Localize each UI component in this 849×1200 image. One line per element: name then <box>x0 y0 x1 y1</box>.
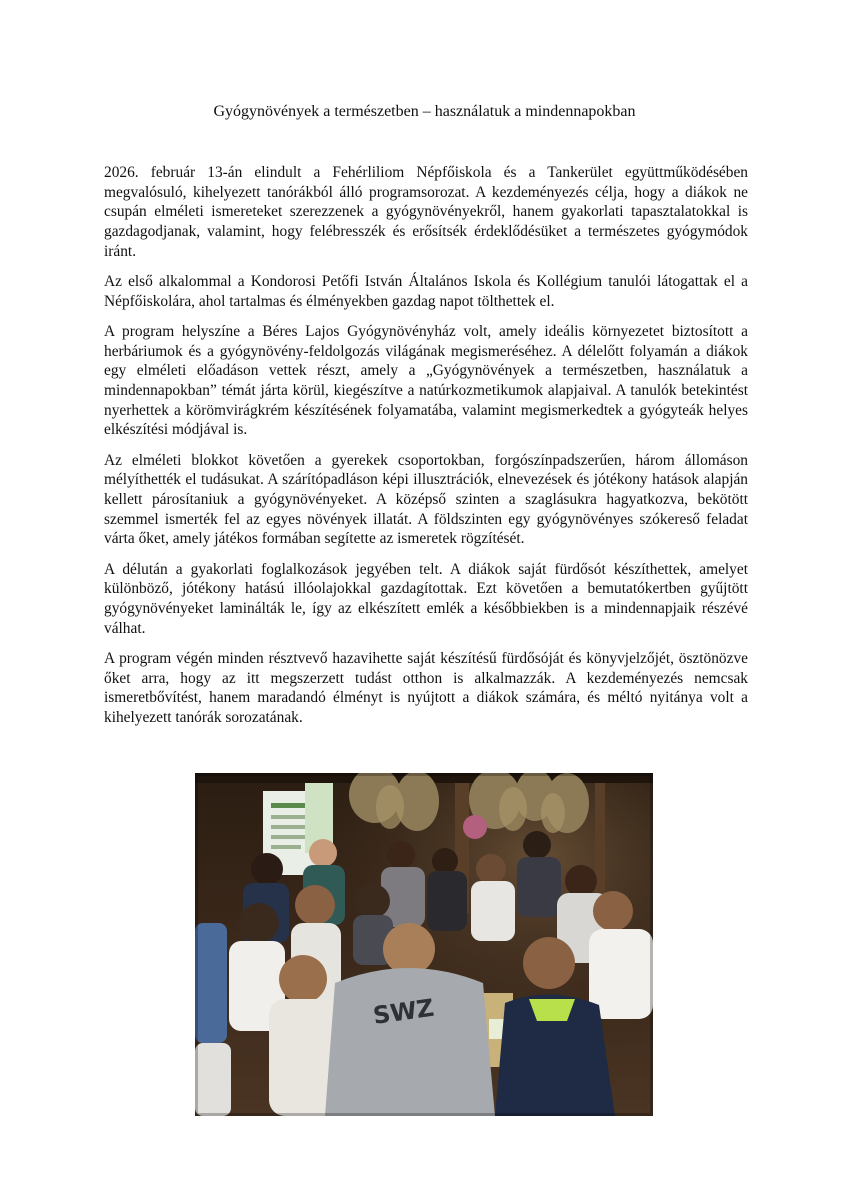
document-title: Gyógynövények a természetben – használatuk a mindennapokban <box>213 103 636 120</box>
document-body <box>104 163 748 738</box>
paragraph: A délután a gyakorlati foglalkozások jegyében telt. A diákok saját fürdősót készíthettek, amelyet különböző, jótékony hatású illóolajokkal gazdagítottak. Ezt követően a bemutatókertben gyűjtött gyógynövényeket laminálták le, így az elkészített emlék a későbbiekben is a mindennapjaik részévé válhat. <box>104 560 748 637</box>
event-photo <box>195 773 653 1116</box>
event-photo-illustration <box>195 773 653 1116</box>
paragraph: A program helyszíne a Béres Lajos Gyógynövényház volt, amely ideális környezetet biztosított a herbáriumok és a gyógynövény-feldolgozás világának megismeréséhez. A délelőtt folyamán a diákok egy elméleti előadáson vettek részt, amely a „Gyógynövények a természetben, használatuk a mindennapokban” témát járta körül, kiegészítve a natúrkozmetikumok alapjaival. A tanulók betekintést nyerhettek a körömvirágkrém készítésének folyamatába, valamint megismerkedtek a gyógyteák helyes elkészítési módjával is. <box>104 322 748 439</box>
paragraph: A program végén minden résztvevő hazavihette saját készítésű fürdősóját és könyvjelzőjét, ösztönözve őket arra, hogy az itt megszerzett tudást otthon is alkalmazzák. A kezdeményezés nemcsak ismeretbővítést, hanem maradandó élményt is nyújtott a diákok számára, és méltó nyitánya volt a kihelyezett tanórák sorozatának. <box>104 649 748 727</box>
paragraph: Az elméleti blokkot követően a gyerekek csoportokban, forgószínpadszerűen, három állomáson mélyíthették el tudásukat. A szárítópadláson képi illusztrációk, elnevezések és jótékony hatások alapján kellett párosítaniuk a gyógynövényeket. A középső szinten a szaglásukra hagyatkozva, bekötött szemmel ismerték fel az egyes növények illatát. A földszinten egy gyógynövényes szókereső feladat várta őket, amely játékos formában segítette az ismeretek rögzítését. <box>104 451 748 548</box>
paragraph: Az első alkalommal a Kondorosi Petőfi István Általános Iskola és Kollégium tanulói látogattak el a Népfőiskolára, ahol tartalmas és élményekben gazdag napot tölthettek el. <box>104 273 748 310</box>
hoodie-print: SWZ <box>371 993 436 1030</box>
paragraph: 2026. február 13-án elindult a Fehérliliom Népfőiskola és a Tankerület együttműködésében megvalósuló, kihelyezett tanórákból álló programsorozat. A kezdeményezés célja, hogy a diákok ne csupán elméleti ismereteket szerezzenek a gyógynövényekről, hanem gyakorlati tapasztalatokkal is gazdagodjanak, valamint, hogy felébresszék és erősítsék érdeklődésüket a természetes gyógymódok iránt. <box>104 164 748 260</box>
